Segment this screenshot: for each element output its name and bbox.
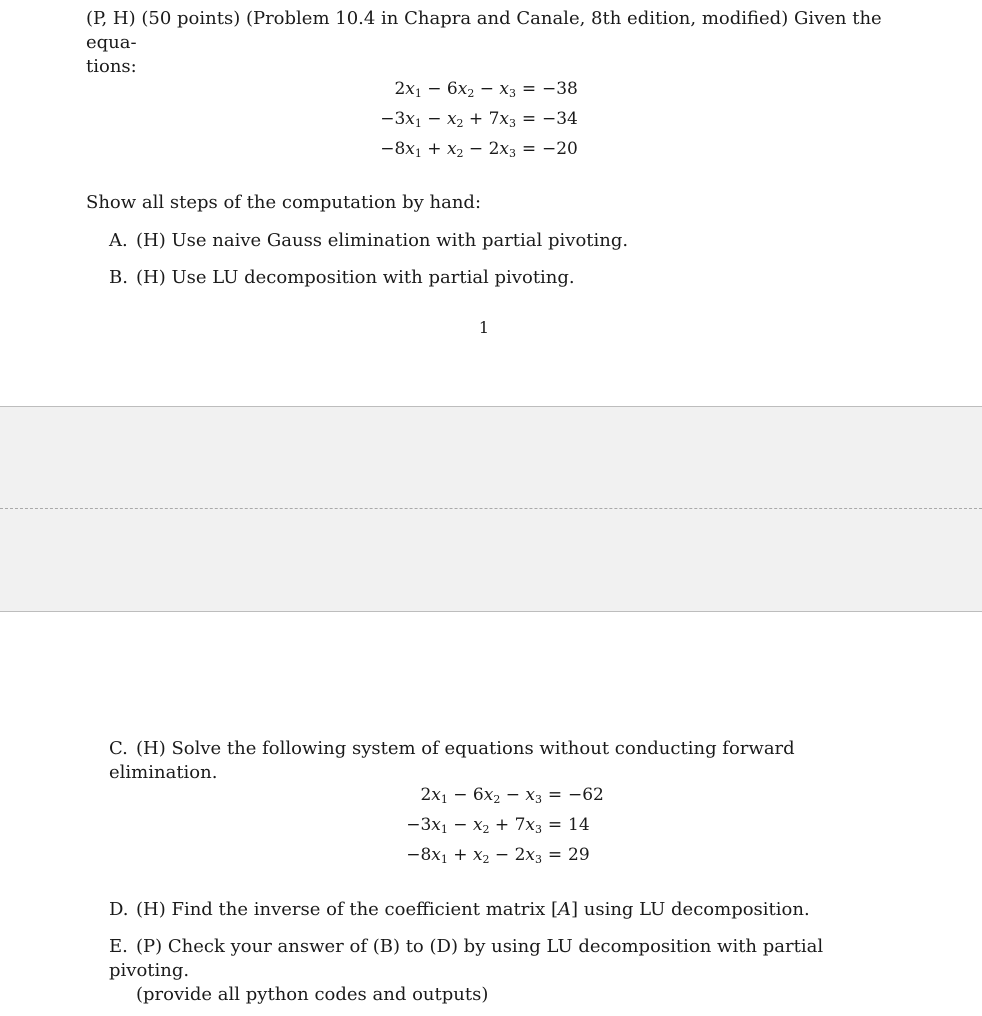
equation-rhs: 29	[568, 845, 590, 865]
equals-sign: =	[521, 139, 537, 159]
item-text: (H) Use LU decomposition with partial pivoting.	[136, 267, 575, 288]
equation-row	[380, 74, 578, 104]
equation-lhs: $-3x_1 - x_2 + 7x_3$	[380, 109, 516, 130]
equation-lhs: $2x_1 - 6x_2 - x_3$	[394, 79, 516, 100]
item-text: (H) Solve the following system of equations without conducting forward elimination.	[109, 738, 795, 783]
equation-rhs: −38	[542, 79, 578, 99]
equation-lhs: $-8x_1 + x_2 - 2x_3$	[406, 845, 542, 866]
item-a	[109, 229, 889, 253]
equation-row	[380, 104, 578, 134]
equation-rhs: −20	[542, 139, 578, 159]
equation-rhs: −62	[568, 785, 604, 805]
item-label: C.	[109, 738, 128, 759]
equation-rhs: −34	[542, 109, 578, 129]
equation-lhs: $-8x_1 + x_2 - 2x_3$	[380, 139, 516, 160]
item-label: B.	[109, 267, 128, 288]
item-label: E.	[109, 936, 128, 957]
matrix-symbol: A	[558, 899, 571, 920]
item-text-end: ] using LU decomposition.	[571, 899, 810, 920]
equation-system-a	[380, 74, 578, 164]
equals-sign: =	[521, 79, 537, 99]
page-break-line	[0, 508, 982, 509]
equals-sign: =	[521, 109, 537, 129]
equation-row	[405, 810, 604, 840]
intro-line-1: (P, H) (50 points) (Problem 10.4 in Chapra and Canale, 8th edition, modified) Given the equa-	[86, 8, 882, 53]
item-text-continued: (provide all python codes and outputs)	[136, 984, 489, 1005]
equation-lhs: $2x_1 - 6x_2 - x_3$	[420, 785, 542, 806]
equals-sign: =	[547, 845, 563, 865]
item-text: (H) Find the inverse of the coefficient matrix [	[136, 899, 558, 920]
item-b	[109, 266, 889, 290]
item-d	[109, 898, 889, 922]
item-e	[109, 935, 889, 1007]
equation-rhs: 14	[568, 815, 590, 835]
equation-system-c	[405, 780, 604, 870]
equals-sign: =	[547, 815, 563, 835]
page-number: 1	[478, 318, 490, 337]
equals-sign: =	[547, 785, 563, 805]
item-text: (P) Check your answer of (B) to (D) by using LU decomposition with partial pivoting.	[109, 936, 824, 981]
equation-row	[405, 840, 604, 870]
item-label: D.	[109, 899, 129, 920]
item-c	[109, 737, 889, 785]
problem-intro	[86, 7, 886, 79]
item-text: (H) Use naive Gauss elimination with partial pivoting.	[136, 230, 629, 251]
item-label: A.	[109, 230, 128, 251]
equation-lhs: $-3x_1 - x_2 + 7x_3$	[406, 815, 542, 836]
page-separator	[0, 406, 982, 612]
equation-row	[405, 780, 604, 810]
instructions-text: Show all steps of the computation by hand:	[86, 192, 482, 213]
equation-row	[380, 134, 578, 164]
intro-line-2: tions:	[86, 56, 137, 77]
